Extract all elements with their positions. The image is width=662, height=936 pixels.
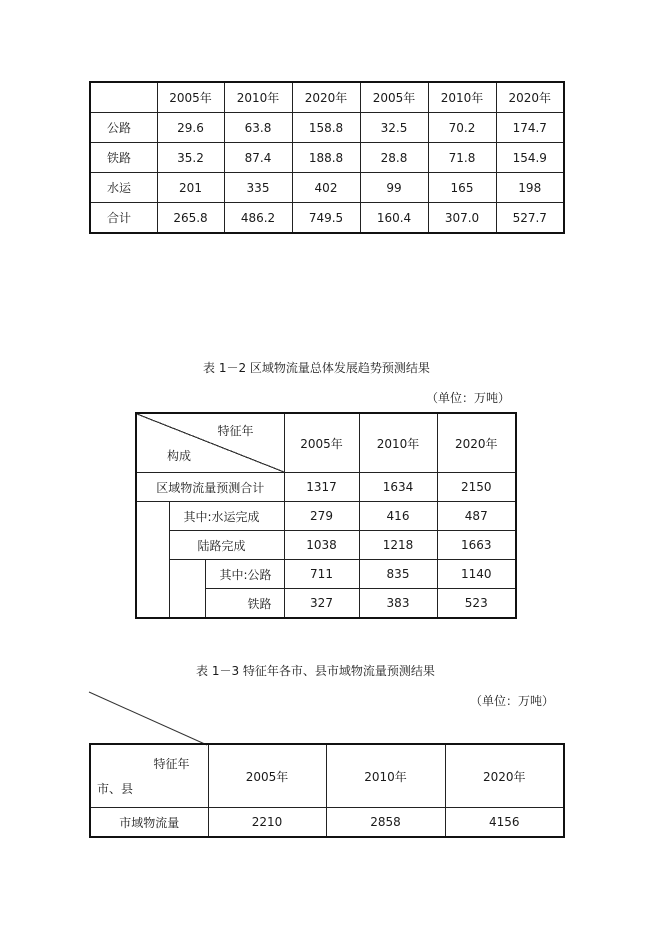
table-cell: 1140 <box>437 560 516 589</box>
table-cell: 29.6 <box>157 113 224 143</box>
table-cell: 28.8 <box>360 143 428 173</box>
table-cell: 279 <box>284 502 359 531</box>
table-cell: 711 <box>284 560 359 589</box>
table-row <box>136 531 516 560</box>
table2-caption: 表 1－2 区域物流量总体发展趋势预测结果 <box>203 361 430 375</box>
table-cell: 2210 <box>208 808 326 838</box>
table-cell: 1218 <box>359 531 437 560</box>
table-row <box>90 113 564 143</box>
table-cell: 4156 <box>445 808 564 838</box>
table-cell: 265.8 <box>157 203 224 234</box>
row-label: 公路 <box>90 113 157 143</box>
table-cell: 70.2 <box>428 113 496 143</box>
corner-label-year: 特征年 <box>153 757 190 771</box>
table-cell: 160.4 <box>360 203 428 234</box>
row-label: 合计 <box>90 203 157 234</box>
header-cell: 2020年 <box>437 413 516 473</box>
table-cell: 165 <box>428 173 496 203</box>
table-cell: 486.2 <box>224 203 292 234</box>
header-cell: 2010年 <box>428 82 496 113</box>
table-cell: 174.7 <box>496 113 564 143</box>
table-row <box>90 173 564 203</box>
table-row <box>136 502 516 531</box>
table-header-row <box>136 413 516 473</box>
table-cell: 835 <box>359 560 437 589</box>
row-label: 陆路完成 <box>169 531 284 560</box>
table3-unit: （单位：万吨） <box>470 694 555 708</box>
table-cell: 154.9 <box>496 143 564 173</box>
table-cell: 87.4 <box>224 143 292 173</box>
corner-label-city-county: 市、县 <box>97 782 134 796</box>
row-label: 区域物流量预测合计 <box>136 473 284 502</box>
table-cell: 307.0 <box>428 203 496 234</box>
corner-header-cell <box>90 744 208 808</box>
table-transport-volume <box>89 81 565 234</box>
corner-label-year: 特征年 <box>217 424 254 438</box>
header-cell: 2020年 <box>292 82 360 113</box>
table-row <box>136 560 516 589</box>
table-cell: 158.8 <box>292 113 360 143</box>
table-row <box>90 808 564 838</box>
header-cell: 2005年 <box>157 82 224 113</box>
corner-header-cell <box>136 413 284 473</box>
table-cell: 1038 <box>284 531 359 560</box>
row-label: 市域物流量 <box>90 808 208 838</box>
table-regional-logistics-forecast <box>135 412 517 619</box>
indent-cell <box>169 560 205 619</box>
row-label: 铁路 <box>205 589 284 619</box>
table-cell: 99 <box>360 173 428 203</box>
table-city-county-logistics-forecast <box>89 743 565 838</box>
table-cell: 487 <box>437 502 516 531</box>
table-cell: 383 <box>359 589 437 619</box>
table-cell: 35.2 <box>157 143 224 173</box>
header-cell: 2005年 <box>284 413 359 473</box>
table-row <box>136 473 516 502</box>
table3-caption: 表 1－3 特征年各市、县市域物流量预测结果 <box>196 664 435 678</box>
header-cell: 2005年 <box>360 82 428 113</box>
table-cell: 188.8 <box>292 143 360 173</box>
table-cell: 523 <box>437 589 516 619</box>
header-cell: 2020年 <box>445 744 564 808</box>
table-cell: 71.8 <box>428 143 496 173</box>
table-row <box>90 143 564 173</box>
row-label: 其中:公路 <box>205 560 284 589</box>
table-cell: 416 <box>359 502 437 531</box>
row-label: 其中:水运完成 <box>169 502 284 531</box>
table-cell: 402 <box>292 173 360 203</box>
table-cell: 335 <box>224 173 292 203</box>
row-label: 铁路 <box>90 143 157 173</box>
table-cell: 2150 <box>437 473 516 502</box>
corner-label-composition: 构成 <box>167 449 192 463</box>
header-cell <box>90 82 157 113</box>
header-cell: 2010年 <box>224 82 292 113</box>
header-cell: 2010年 <box>326 744 445 808</box>
table2-unit: （单位：万吨） <box>426 391 511 405</box>
table-cell: 527.7 <box>496 203 564 234</box>
row-label: 水运 <box>90 173 157 203</box>
table-header-row <box>90 82 564 113</box>
table-cell: 2858 <box>326 808 445 838</box>
header-cell: 2005年 <box>208 744 326 808</box>
table-cell: 198 <box>496 173 564 203</box>
table-cell: 1634 <box>359 473 437 502</box>
table-row <box>90 203 564 234</box>
header-cell: 2020年 <box>496 82 564 113</box>
table-cell: 32.5 <box>360 113 428 143</box>
table-cell: 327 <box>284 589 359 619</box>
header-cell: 2010年 <box>359 413 437 473</box>
table-cell: 201 <box>157 173 224 203</box>
table-cell: 749.5 <box>292 203 360 234</box>
table-cell: 1317 <box>284 473 359 502</box>
table-cell: 1663 <box>437 531 516 560</box>
indent-cell <box>136 502 169 619</box>
table-cell: 63.8 <box>224 113 292 143</box>
table-header-row <box>90 744 564 808</box>
